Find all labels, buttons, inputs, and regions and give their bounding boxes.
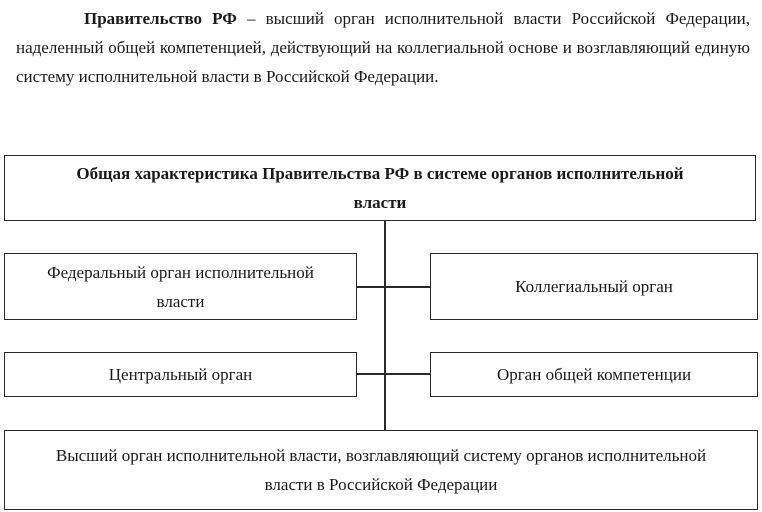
definition-text: высший орган исполнительной власти Российской Федерации, наделенный общей компетенцией, действующий на коллегиальной основе и возглавляющий единую систему исполнительной власти в Российской Федерации. bbox=[16, 9, 751, 86]
connector-left-top bbox=[356, 286, 386, 288]
connector-right-top bbox=[384, 286, 431, 288]
box-federal-organ bbox=[4, 253, 357, 320]
box-general-competence-organ-label: Орган общей компетенции bbox=[496, 365, 692, 384]
box-collegial-organ-label: Коллегиальный орган bbox=[515, 277, 673, 296]
box-highest-organ bbox=[4, 430, 758, 510]
box-collegial-organ bbox=[430, 253, 758, 320]
box-central-organ bbox=[4, 352, 357, 397]
box-highest-organ-label: Высший орган исполнительной власти, возглавляющий систему органов исполнительной власти в Российской Федерации bbox=[55, 446, 707, 494]
box-general-competence-organ bbox=[430, 352, 758, 397]
connector-left-bottom bbox=[356, 373, 386, 375]
box-central-organ-label: Центральный орган bbox=[108, 365, 253, 384]
definition-paragraph bbox=[16, 4, 750, 91]
definition-term: Правительство РФ bbox=[84, 9, 237, 28]
definition-dash: – bbox=[236, 9, 266, 28]
vertical-connector bbox=[384, 220, 386, 430]
diagram-title-box bbox=[4, 155, 756, 221]
connector-right-bottom bbox=[384, 373, 431, 375]
box-federal-organ-label: Федеральный орган исполнительной власти bbox=[47, 262, 314, 311]
diagram-title: Общая характеристика Правительства РФ в системе органов исполнительной власти bbox=[76, 164, 684, 212]
